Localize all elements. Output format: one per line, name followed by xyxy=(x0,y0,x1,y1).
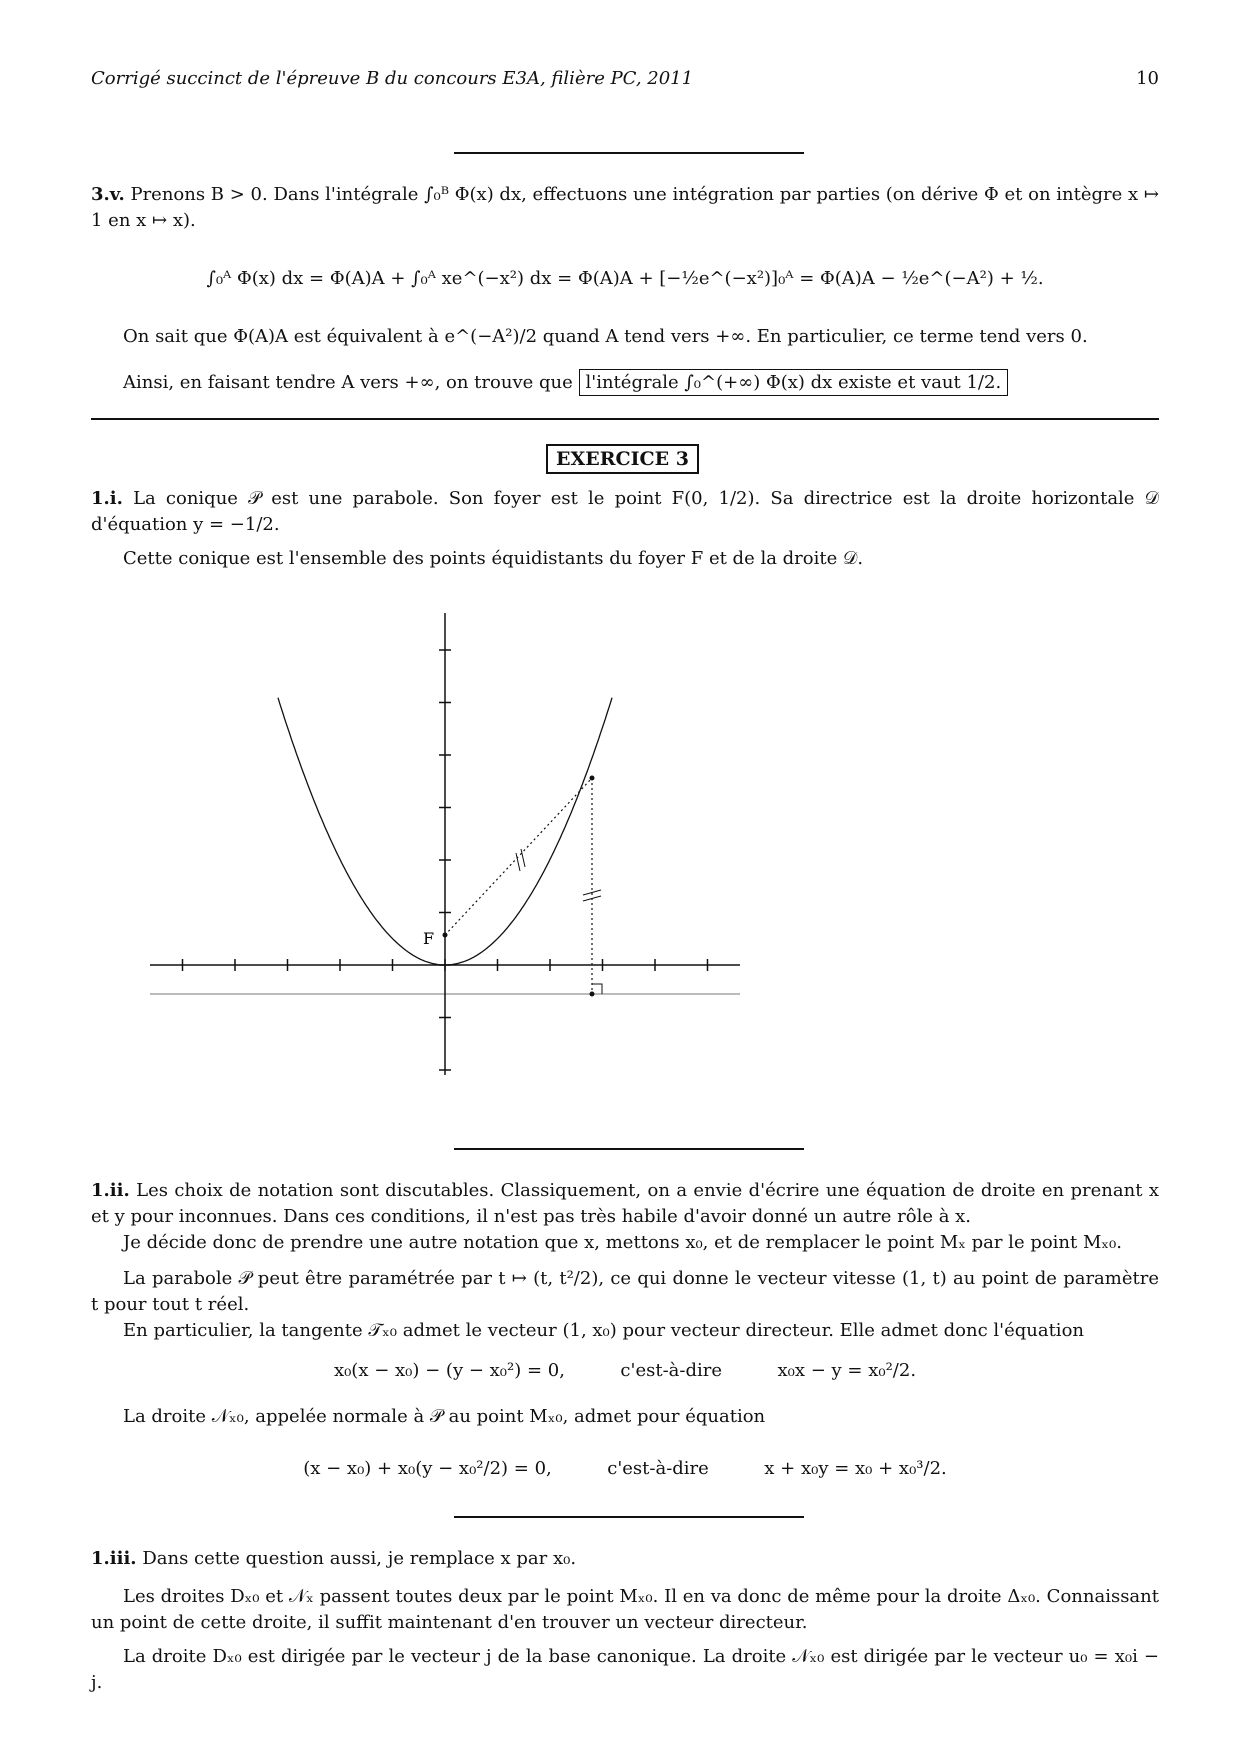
paragraph-1ii-tangent: En particulier, la tangente 𝒯ₓ₀ admet le vecteur (1, x₀) pour vecteur directeur. Elle admet donc l'équation xyxy=(123,1320,1084,1341)
section-separator xyxy=(454,1516,804,1518)
paragraph-3v xyxy=(91,182,1159,234)
question-label: 1.iii. xyxy=(91,1548,137,1569)
conclusion-text: Ainsi, en faisant tendre A vers +∞, on trouve que xyxy=(123,372,573,393)
paragraph-1i-def: Cette conique est l'ensemble des points équidistants du foyer F et de la droite 𝒟. xyxy=(123,548,864,569)
focus-segment xyxy=(445,778,592,935)
paragraph-3v-conclusion xyxy=(91,370,1159,396)
equal-mark xyxy=(521,849,525,867)
paragraph-text: Les choix de notation sont discutables. Classiquement, on a envie d'écrire une équation de droite en prenant x et y pour inconnues. Dans ces conditions, il n'est pas très habile d'avoir donné un autre rôle à x. xyxy=(91,1180,1159,1227)
equation-left: (x − x₀) + x₀(y − x₀²/2) = 0, xyxy=(303,1458,552,1479)
equation-connector: c'est-à-dire xyxy=(607,1458,709,1479)
equation-normal xyxy=(91,1458,1159,1479)
header-title: Corrigé succinct de l'épreuve B du concours E3A, filière PC, 2011 xyxy=(91,68,694,89)
paragraph-1iii xyxy=(91,1546,1159,1572)
section-separator xyxy=(454,1148,804,1150)
paragraph-1iii-vectors: La droite Dₓ₀ est dirigée par le vecteur j de la base canonique. La droite 𝒩ₓ₀ est dirigée par le vecteur u₀ = x₀i − j. xyxy=(91,1646,1159,1693)
equation-connector: c'est-à-dire xyxy=(620,1360,723,1381)
page-header xyxy=(91,68,1159,89)
page-number: 10 xyxy=(1136,68,1159,89)
focus-label: F xyxy=(423,929,435,948)
paragraph-3v-equiv: On sait que Φ(A)A est équivalent à e^(−A²)/2 quand A tend vers +∞. En particulier, ce terme tend vers 0. xyxy=(123,326,1088,347)
equation-left: x₀(x − x₀) − (y − x₀²) = 0, xyxy=(333,1360,565,1381)
paragraph-text: Dans cette question aussi, je remplace x par x₀. xyxy=(142,1548,577,1569)
paragraph-1i xyxy=(91,486,1159,538)
question-label: 3.v. xyxy=(91,184,125,205)
equal-mark xyxy=(516,853,520,871)
focus-point xyxy=(443,933,448,938)
exercise-title: EXERCICE 3 xyxy=(546,444,699,474)
section-separator xyxy=(454,152,804,154)
paragraph-1ii xyxy=(91,1178,1159,1230)
paragraph-text: Prenons B > 0. Dans l'intégrale ∫₀ᴮ Φ(x) dx, effectuons une intégration par parties (on dérive Φ et on intègre x ↦ 1 en x ↦ x). xyxy=(91,184,1159,231)
equal-mark xyxy=(583,896,601,901)
question-label: 1.i. xyxy=(91,488,123,509)
equation-right: x + x₀y = x₀ + x₀³/2. xyxy=(764,1458,947,1479)
equation-right: x₀x − y = x₀²/2. xyxy=(777,1360,917,1381)
equation-tangent xyxy=(91,1360,1159,1381)
question-label: 1.ii. xyxy=(91,1180,130,1201)
boxed-result: l'intégrale ∫₀^(+∞) Φ(x) dx existe et vaut 1/2. xyxy=(579,369,1009,396)
equation-ipp: ∫₀ᴬ Φ(x) dx = Φ(A)A + ∫₀ᴬ xe^(−x²) dx = Φ(A)A + [−½e^(−x²)]₀ᴬ = Φ(A)A − ½e^(−A²) + ½. xyxy=(206,268,1044,289)
paragraph-text: La conique 𝒫 est une parabole. Son foyer est le point F(0, 1/2). Sa directrice est la droite horizontale 𝒟 d'équation y = −1/2. xyxy=(91,488,1159,535)
paragraph-1ii-param: La parabole 𝒫 peut être paramétrée par t ↦ (t, t²/2), ce qui donne le vecteur vitesse (1, t) au point de paramètre t pour tout t réel. xyxy=(91,1268,1159,1315)
paragraph-1ii-normal: La droite 𝒩ₓ₀, appelée normale à 𝒫 au point Mₓ₀, admet pour équation xyxy=(123,1406,766,1427)
point-m xyxy=(590,776,595,781)
parabola-figure xyxy=(140,605,760,1095)
projection-point xyxy=(590,992,595,997)
paragraph-1ii-notation: Je décide donc de prendre une autre notation que x, mettons x₀, et de remplacer le point Mₓ par le point Mₓ₀. xyxy=(123,1232,1122,1253)
exercise-separator xyxy=(91,418,1159,420)
paragraph-1iii-lines: Les droites Dₓ₀ et 𝒩ₓ passent toutes deux par le point Mₓ₀. Il en va donc de même pour la droite Δₓ₀. Connaissant un point de cette droite, il suffit maintenant d'en trouver un vecteur directeur. xyxy=(91,1586,1159,1633)
